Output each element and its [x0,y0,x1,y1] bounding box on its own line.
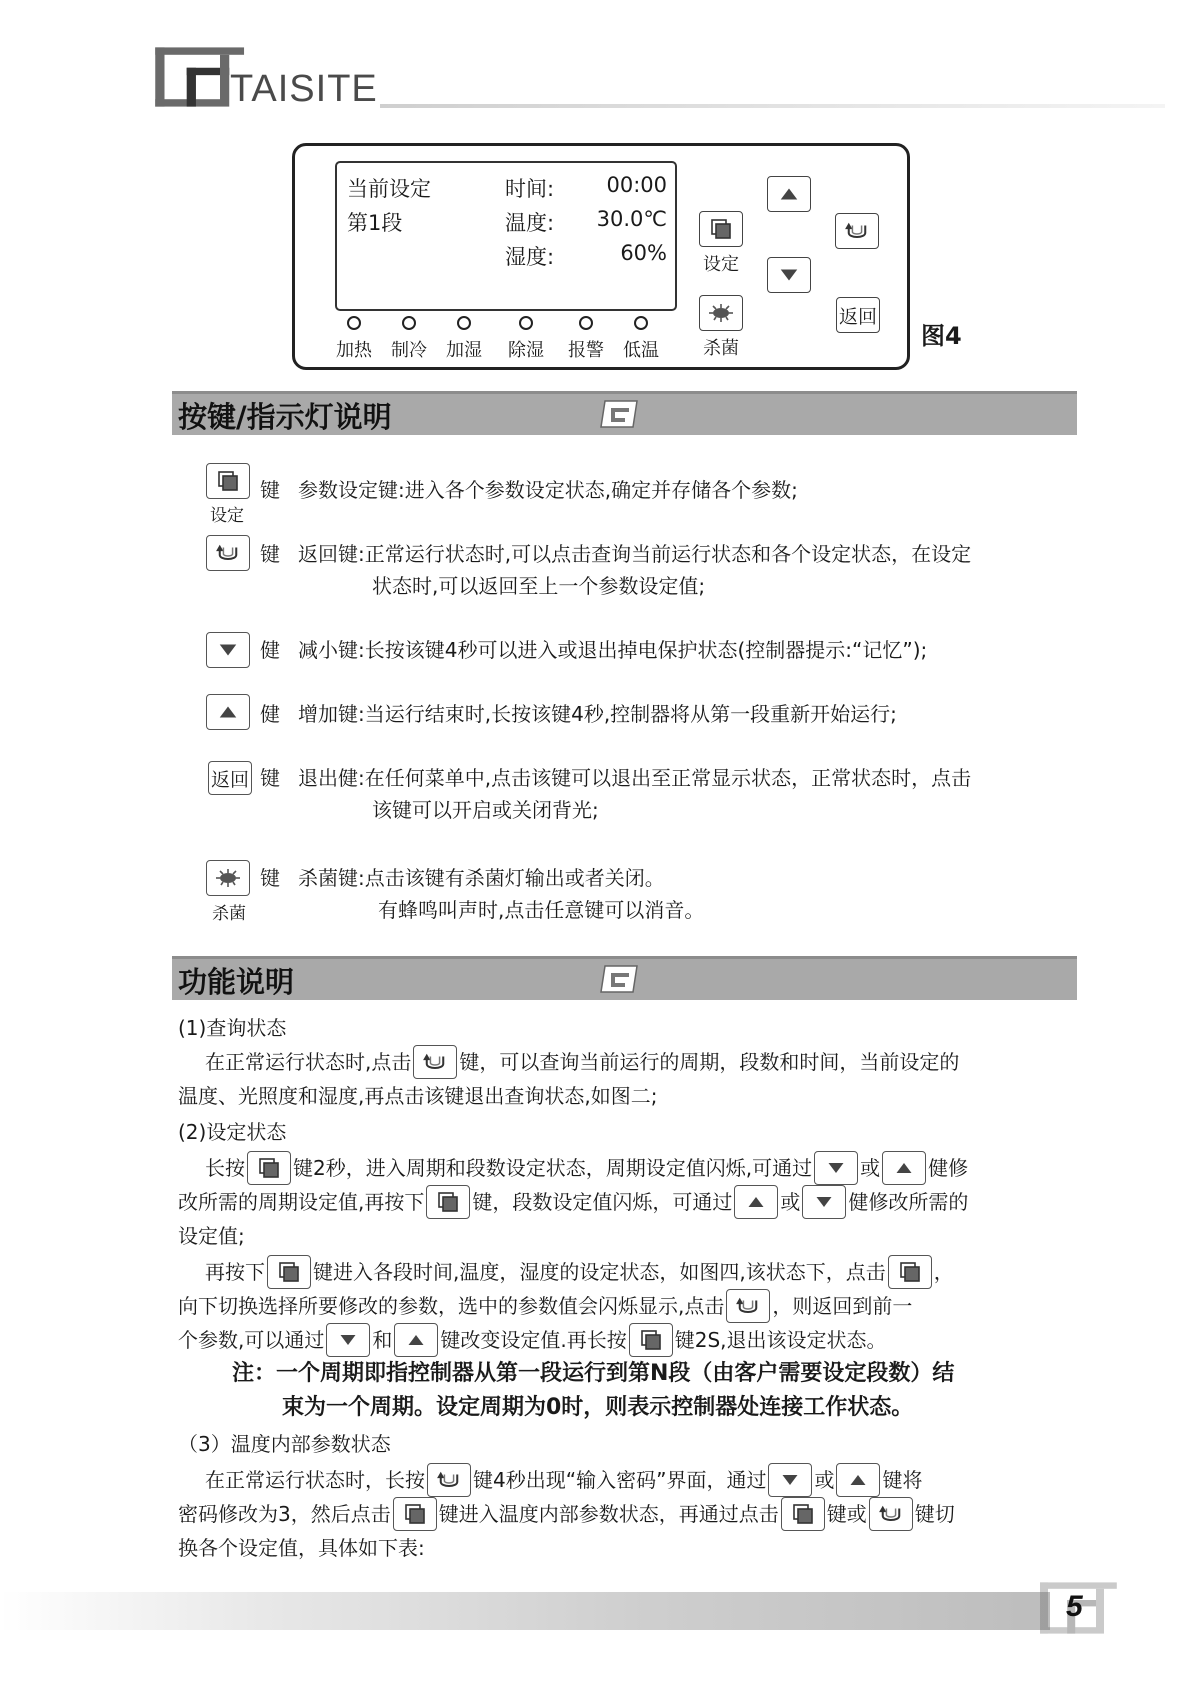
up-arrow-icon [406,1330,426,1350]
panel-sterilize-button[interactable] [699,295,743,331]
down-arrow-icon [780,1470,800,1490]
set-key-icon [257,1156,281,1180]
down-arrow-icon [814,1192,834,1212]
set-key-icon [639,1328,663,1352]
key-down-desc: 健 减小键:长按该键4秒可以进入或退出掉电保护状态(控制器提示:“记忆”); [260,638,928,662]
indicator-heat: 加热 [324,316,384,362]
subsection-query-title: (1)查询状态 [178,1016,287,1040]
key-set-caption: 设定 [210,506,244,526]
key-down-button [206,632,250,668]
sterilize-icon [707,301,735,325]
return-arrow-icon [435,1469,463,1491]
panel-return-button[interactable] [835,213,879,249]
key-up-desc: 健 增加键:当运行结束时,长按该键4秒,控制器将从第一段重新开始运行; [260,702,897,726]
sterilize-icon [214,866,242,890]
paragraph-line: 在正常运行状态时,点击 键，可以查询当前运行的周期，段数和时间，当前设定的 [205,1046,959,1081]
paragraph-line: 再按下 键进入各段时间,温度，湿度的设定状态，如图四,该状态下，点击 ， [205,1256,954,1291]
sterilize-caption: 杀菌 [703,338,739,359]
brand-name: TAISITE [230,68,378,110]
section-header-keys [172,385,1077,435]
set-caption: 设定 [703,254,739,275]
set-key-icon [216,469,240,493]
down-arrow-icon [338,1330,358,1350]
up-arrow-icon [848,1470,868,1490]
paragraph-line: 改所需的周期设定值,再按下 键，段数设定值闪烁，可通过 或 健修改所需的 [178,1186,968,1221]
indicator-humidify: 加湿 [434,316,494,362]
key-return-button [206,535,250,571]
section-header-functions [172,950,1077,1000]
paragraph-line: 长按 键2秒，进入周期和段数设定状态，周期设定值闪烁,可通过 或 健修 [205,1152,968,1187]
return-arrow-icon [214,542,242,564]
subsection-temp-param-title: （3）温度内部参数状态 [178,1432,391,1456]
set-key-icon [791,1502,815,1526]
panel-down-button[interactable] [767,257,811,293]
set-key-icon [709,217,733,241]
lcd-temp-value: 30.0℃ [596,207,667,231]
key-return-desc-cont: 状态时,可以返回至上一个参数设定值; [372,574,706,598]
key-set-button [206,463,250,499]
up-arrow-icon [217,701,239,723]
panel-exit-button[interactable]: 返回 [836,297,880,333]
indicator-alarm: 报警 [556,316,616,362]
set-key-icon [277,1260,301,1284]
paragraph-line: 密码修改为3，然后点击 键进入温度内部参数状态，再通过点击 键或 键切 [178,1498,955,1533]
section-logo-mark-icon [599,399,639,429]
lcd-humidity-value: 60% [620,241,667,265]
paragraph-line: 向下切换选择所要修改的参数，选中的参数值会闪烁显示,点击 ，则返回到前一 [178,1290,912,1325]
section-title: 功能说明 [178,965,295,999]
key-up-button [206,694,250,730]
section-title: 按键/指示灯说明 [178,400,392,434]
key-sterilize-caption: 杀菌 [212,904,246,924]
set-key-icon [436,1190,460,1214]
lcd-display [335,161,677,311]
paragraph-line: 温度、光照度和湿度,再点击该键退出查询状态,如图二; [178,1084,658,1108]
footer-bar [0,1592,1050,1630]
key-return-desc: 键 返回键:正常运行状态时,可以点击查询当前运行状态和各个设定状态，在设定 [260,542,972,566]
panel-set-button[interactable] [699,211,743,247]
indicator-cool: 制冷 [379,316,439,362]
up-arrow-icon [746,1192,766,1212]
set-key-icon [898,1260,922,1284]
key-sterilize-desc-cont: 有蜂鸣叫声时,点击任意键可以消音。 [378,898,705,922]
up-arrow-icon [778,183,800,205]
key-exit-desc-cont: 该键可以开启或关闭背光; [372,798,599,822]
key-exit-desc: 键 退出健:在任何菜单中,点击该键可以退出至正常显示状态，正常状态时，点击 [260,766,972,790]
lcd-temp-label: 温度: [505,211,555,235]
note-line: 注：一个周期即指控制器从第一段运行到第N段（由客户需要设定段数）结 [232,1361,955,1386]
paragraph-line: 个参数,可以通过 和 键改变设定值.再长按 键2S,退出该设定状态。 [178,1324,887,1359]
lcd-row1-left: 当前设定 [347,177,431,201]
page-number: 5 [1066,1590,1083,1623]
return-arrow-icon [421,1051,449,1073]
note-line: 束为一个周期。设定周期为0时，则表示控制器处连接工作状态。 [282,1395,914,1420]
return-arrow-icon [843,220,871,242]
indicator-low-temp: 低温 [611,316,671,362]
set-key-icon [403,1502,427,1526]
down-arrow-icon [778,264,800,286]
paragraph-line: 换各个设定值，具体如下表: [178,1536,425,1560]
section-logo-mark-icon [599,964,639,994]
indicator-dehumidify: 除湿 [496,316,556,362]
controller-panel-figure [292,143,910,370]
lcd-time-value: 00:00 [606,173,667,197]
lcd-time-label: 时间: [505,177,555,201]
return-arrow-icon [734,1295,762,1317]
key-set-desc: 键 参数设定键:进入各个参数设定状态,确定并存储各个参数; [260,478,798,502]
lcd-row2-left: 第1段 [347,211,403,235]
header-rule [380,104,1165,108]
panel-up-button[interactable] [767,176,811,212]
down-arrow-icon [826,1158,846,1178]
paragraph-line: 设定值; [178,1224,245,1248]
key-exit-button: 返回 [208,761,252,795]
lcd-humidity-label: 湿度: [505,245,555,269]
paragraph-line: 在正常运行状态时，长按 键4秒出现“输入密码”界面，通过 或 键将 [205,1464,922,1499]
key-sterilize-desc: 键 杀菌键:点击该键有杀菌灯输出或者关闭。 [260,866,665,890]
down-arrow-icon [217,639,239,661]
key-sterilize-button [206,860,250,896]
figure-label: 图4 [921,322,962,350]
subsection-setting-title: (2)设定状态 [178,1120,287,1144]
up-arrow-icon [894,1158,914,1178]
return-arrow-icon [877,1503,905,1525]
